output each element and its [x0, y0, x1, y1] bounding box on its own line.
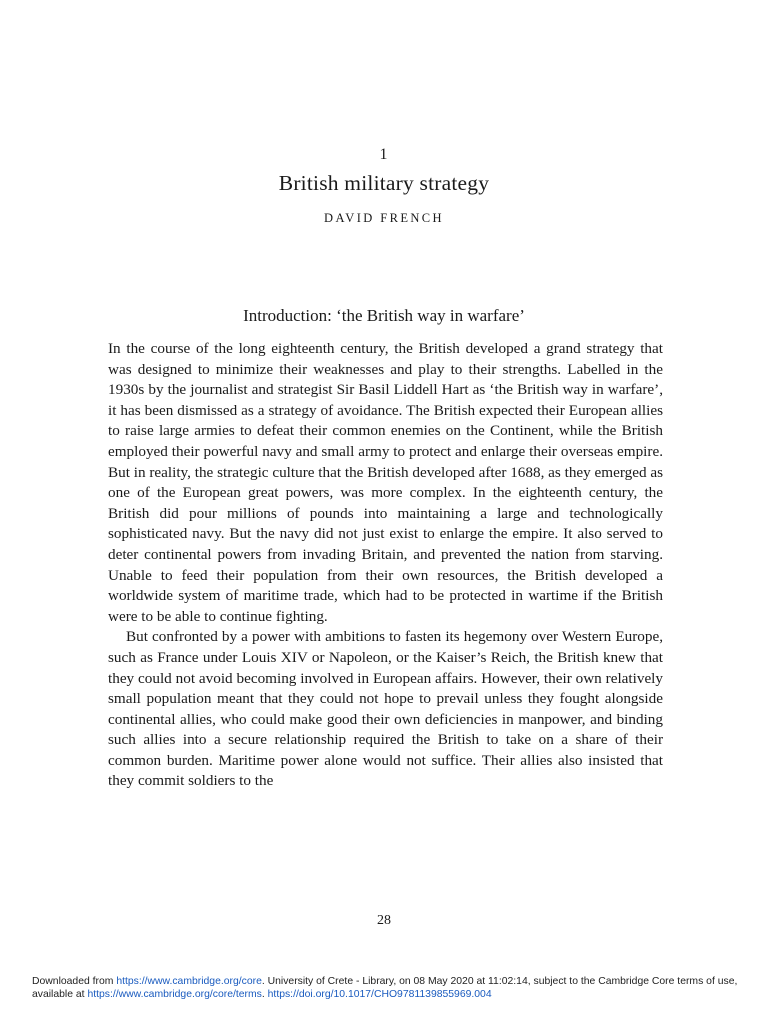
body-text	[108, 339, 663, 792]
section-heading: Introduction: ‘the British way in warfare’	[243, 306, 525, 325]
paragraph: In the course of the long eighteenth century, the British developed a grand strategy that was designed to minimize their weaknesses and play to their strengths. Labelled in the 1930s by the journalist and strategist Sir Basil Liddell Hart as ‘the British way in warfare’, it has been dismissed as a strategy of avoidance. The British expected their European allies to raise large armies to defeat their common enemies on the Continent, while the British employed their powerful navy and small army to protect and enlarge their overseas empire. But in reality, the strategic culture that the British developed after 1688, as they emerged as one of the European great powers, was more complex. In the eighteenth century, the British did pour millions of pounds into maintaining a large and technologically sophisticated navy. But the navy did not just exist to enlarge the empire. It also served to deter continental powers from invading Britain, and prevented the nation from starving. Unable to feed their population from their own resources, the British developed a worldwide system of maritime trade, which had to be protected in wartime if the British were to be able to continue fighting.	[108, 340, 664, 625]
cambridge-core-link[interactable]: https://www.cambridge.org/core	[116, 976, 262, 987]
paragraph: But confronted by a power with ambitions to fasten its hegemony over Western Europe, such as France under Louis XIV or Napoleon, or the Kaiser’s Reich, the British knew that they could not avoid becoming involved in European affairs. However, their own relatively small population meant that they could not hope to prevail unless they fought alongside continental allies, who could make good their own deficiencies in manpower, and binding such allies into a secure relationship required the British to take on a share of their common burden. Maritime power alone would not suffice. Their allies also insisted that they commit soldiers to the	[108, 628, 663, 790]
chapter-number: 1	[379, 146, 389, 163]
footer-middle: . University of Crete - Library, on 08 May 2020 at 11:02:14, subject to the Cambridge Core terms of use, available at	[32, 976, 738, 1000]
download-footer	[32, 975, 768, 1001]
chapter-author: DAVID FRENCH	[324, 211, 444, 225]
doi-link[interactable]: https://doi.org/10.1017/CHO9781139855969.004	[267, 989, 492, 1000]
chapter-title: British military strategy	[278, 171, 490, 195]
footer-prefix: Downloaded from	[32, 976, 117, 987]
page-number: 28	[377, 913, 391, 928]
terms-link[interactable]: https://www.cambridge.org/core/terms	[87, 989, 262, 1000]
footer-separator: .	[261, 989, 268, 1000]
